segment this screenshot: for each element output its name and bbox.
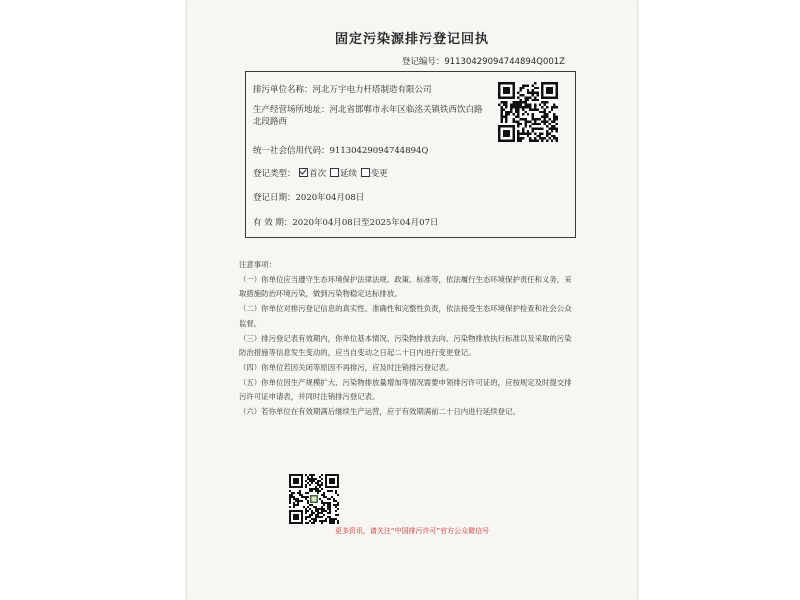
- note-item-2: （二）你单位对排污登记信息的真实性、准确性和完整性负责，依法接受生态环境保护检查和社会公众监督。: [239, 304, 572, 328]
- address-field: 生产经营场所地址：河北省邯郸市永年区临洺关镇铁西饮白路北段路西: [253, 105, 483, 127]
- registration-date-field: 登记日期：2020年04月08日: [253, 193, 365, 203]
- qr-code-icon: [498, 82, 558, 142]
- note-item-5: （五）你单位因生产规模扩大、污染物排放量增加等情况需要申领排污许可证的，应按规定及时提交排污许可证申请表，并同时注销排污登记表。: [239, 377, 572, 402]
- notes-heading: 注意事项：: [239, 260, 276, 269]
- note-item-1: （一）你单位应当遵守生态环境保护法律法规、政策、标准等，依法履行生态环境保护责任和义务，采取措施防治环境污染，做到污染物稳定达标排放。: [239, 274, 572, 299]
- document-title: 固定污染源排污登记回执: [334, 32, 489, 47]
- wechat-qr-code-icon: [289, 474, 339, 524]
- registration-type-label: 登记类型：: [253, 169, 296, 179]
- notes-section: [239, 258, 574, 420]
- type-renewal-checkbox: [330, 168, 339, 177]
- note-item-4: （四）你单位若因关闭等原因不再排污，应及时注销排污登记表。: [239, 362, 454, 372]
- note-item-3: （三）排污登记表有效期内，你单位基本情况、污染物排放去向、污染物排放执行标准以及采取的污染防治措施等信息发生变动的，应当自变动之日起二十日内进行变更登记。: [239, 333, 572, 358]
- type-change-checkbox: [361, 168, 370, 177]
- type-first-label: 首次: [309, 169, 327, 179]
- type-change-label: 变更: [370, 169, 388, 179]
- validity-field: 有 效 期：2020年04月08日至2025年04月07日: [253, 218, 439, 228]
- note-item-6: （六）若你单位在有效期满后继续生产运营，应于有效期满前二十日内进行延续登记。: [239, 407, 520, 417]
- unit-name-field: 排污单位名称：河北万宇电力杆塔制造有限公司: [253, 85, 432, 95]
- credit-code-field: 统一社会信用代码：91130429094744894Q: [253, 146, 429, 156]
- type-first-checkbox: [299, 168, 308, 177]
- registration-number: 登记编号：91130429094744894Q001Z: [401, 57, 565, 67]
- type-renewal-label: 延续: [339, 169, 357, 179]
- footer-note: 更多资讯，请关注“中国排污许可”官方公众微信号: [334, 527, 490, 535]
- document-page: [186, 0, 638, 600]
- registration-type-field: [253, 168, 388, 180]
- registration-info-box: [245, 71, 576, 238]
